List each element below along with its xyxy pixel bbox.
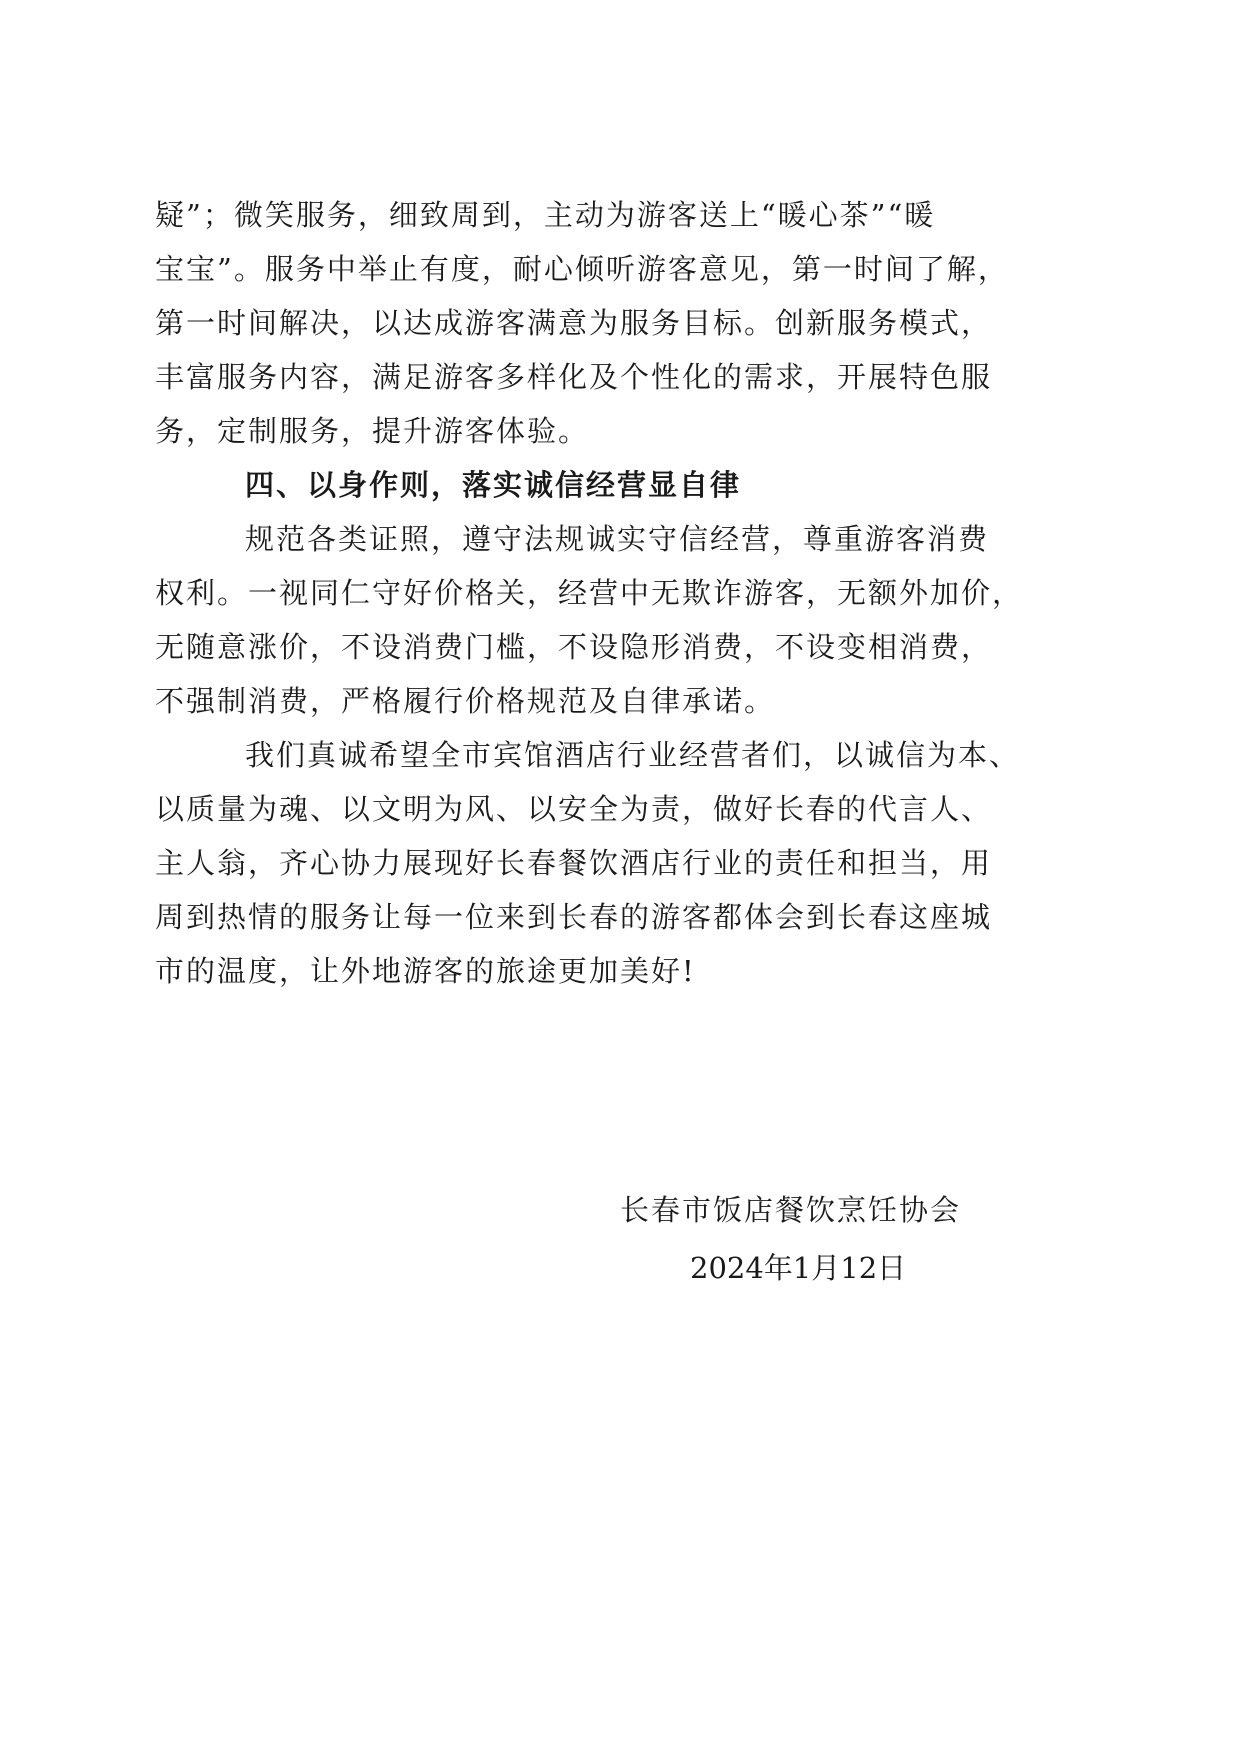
text-line: 市的温度，让外地游客的旅途更加美好!	[155, 954, 696, 988]
text-line: 疑”；微笑服务，细致周到，主动为游客送上“暖心茶”“暖	[155, 198, 936, 232]
text-line: 丰富服务内容，满足游客多样化及个性化的需求，开展特色服	[155, 360, 993, 394]
text-line: 周到热情的服务让每一位来到长春的游客都体会到长春这座城	[155, 900, 993, 934]
text-line: 我们真诚希望全市宾馆酒店行业经营者们，以诚信为本、	[245, 738, 1021, 772]
text-line: 权利。一视同仁守好价格关，经营中无欺诈游客，无额外加价，	[155, 576, 1024, 610]
document-body	[155, 188, 1085, 998]
text-line: 不强制消费，严格履行价格规范及自律承诺。	[155, 684, 776, 718]
text-line: 宝宝”。服务中举止有度，耐心倾听游客意见，第一时间了解，	[155, 252, 1009, 286]
text-line: 无随意涨价，不设消费门槛，不设隐形消费，不设变相消费，	[155, 630, 993, 664]
text-line: 主人翁，齐心协力展现好长春餐饮酒店行业的责任和担当，用	[155, 846, 993, 880]
signature-organization: 长春市饭店餐饮烹饪协会	[620, 1193, 962, 1227]
signature-date: 2024年1月12日	[690, 1251, 907, 1285]
paragraph-closing	[155, 728, 1085, 998]
text-line: 第一时间解决，以达成游客满意为服务目标。创新服务模式，	[155, 306, 993, 340]
text-line: 以质量为魂、以文明为风、以安全为责，做好长春的代言人、	[155, 792, 993, 826]
text-line: 务，定制服务，提升游客体验。	[155, 414, 590, 448]
section-heading-four: 四、以身作则，落实诚信经营显自律	[245, 468, 742, 502]
paragraph-integrity	[155, 512, 1085, 728]
text-line: 规范各类证照，遵守法规诚实守信经营，尊重游客消费	[245, 522, 990, 556]
paragraph-service	[155, 188, 1085, 458]
